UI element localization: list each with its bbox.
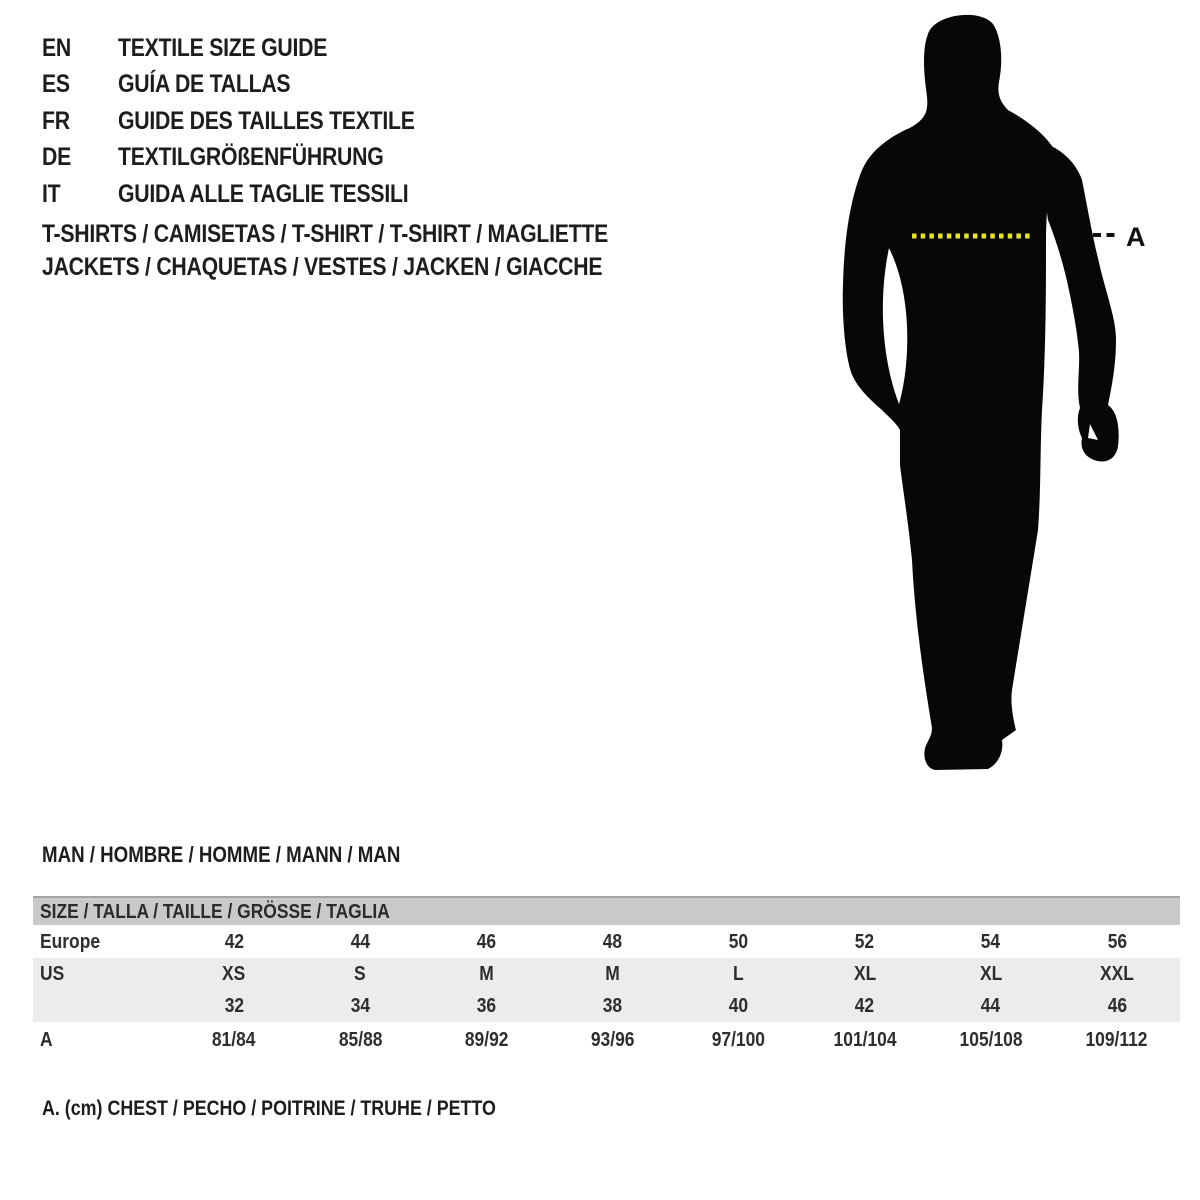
- product-line-jackets: JACKETS / CHAQUETAS / VESTES / JACKEN / GIACCHE: [42, 253, 603, 281]
- cell-value: 81/84: [212, 1027, 256, 1051]
- measurement-footnote-label: A. (cm) CHEST / PECHO / POITRINE / TRUHE / PETTO: [42, 1097, 496, 1120]
- table-row-europe: [33, 925, 1180, 958]
- cell-value: 105/108: [959, 1027, 1023, 1051]
- man-silhouette: [843, 15, 1119, 770]
- table-cell: [676, 930, 802, 954]
- cell-value: M: [479, 962, 494, 985]
- cell-value: 36: [476, 994, 497, 1017]
- cell-value: 56: [1107, 929, 1127, 953]
- table-row-chest-a: [33, 1022, 1180, 1057]
- table-cell: [171, 994, 297, 1018]
- cell-value: 42: [854, 994, 875, 1017]
- cell-value: 97/100: [711, 1027, 766, 1051]
- cell-value: 85/88: [338, 1027, 382, 1051]
- table-cell: [802, 962, 928, 986]
- row-label: [33, 930, 171, 954]
- size-table: [33, 896, 1180, 1057]
- product-types: [42, 218, 708, 284]
- language-row: [42, 103, 467, 140]
- table-cell: [171, 930, 297, 954]
- cell-value: S: [354, 962, 367, 985]
- cell-value: 44: [981, 994, 1001, 1017]
- table-cell: [802, 930, 928, 954]
- cell-value: 40: [728, 994, 749, 1017]
- table-cell: [549, 1028, 675, 1052]
- cell-value: 93/96: [590, 1027, 635, 1051]
- cell-value: 89/92: [464, 1027, 509, 1051]
- gender-heading-label: MAN / HOMBRE / HOMME / MANN / MAN: [42, 842, 401, 867]
- language-row: [42, 30, 467, 67]
- language-row: [42, 140, 467, 177]
- gender-heading: [42, 842, 464, 868]
- row-label: [33, 994, 171, 1018]
- cell-value: 46: [1107, 994, 1127, 1017]
- table-cell: [928, 1028, 1054, 1052]
- table-cell: [1054, 1028, 1180, 1052]
- table-cell: [676, 1028, 802, 1052]
- language-title: GUÍA DE TALLAS: [118, 70, 291, 99]
- size-table-header: [33, 896, 1180, 925]
- language-code: ES: [42, 70, 70, 99]
- table-cell: [549, 930, 675, 954]
- table-cell: [423, 994, 549, 1018]
- table-cell: [171, 962, 297, 986]
- table-row-alt-size: [33, 990, 1180, 1022]
- language-title: GUIDA ALLE TAGLIE TESSILI: [118, 179, 409, 208]
- cell-value: 54: [981, 929, 1001, 953]
- cell-value: M: [605, 962, 620, 985]
- cell-value: 38: [602, 994, 623, 1017]
- cell-value: 42: [224, 929, 244, 953]
- language-code: EN: [42, 33, 72, 62]
- table-cell: [297, 1028, 423, 1052]
- cell-value: 109/112: [1085, 1027, 1148, 1051]
- language-title: TEXTILE SIZE GUIDE: [118, 33, 328, 62]
- table-cell: [1054, 994, 1180, 1018]
- row-label-text: Europe: [40, 929, 101, 953]
- table-cell: [549, 962, 675, 986]
- language-legend: [42, 30, 467, 213]
- table-row-us: [33, 958, 1180, 990]
- table-cell: [423, 930, 549, 954]
- table-cell: [802, 1028, 928, 1052]
- measurement-footnote: [42, 1095, 576, 1123]
- cell-value: 50: [728, 929, 749, 953]
- language-row: [42, 176, 467, 213]
- size-table-header-label: SIZE / TALLA / TAILLE / GRÖSSE / TAGLIA: [40, 900, 390, 923]
- cell-value: 46: [476, 929, 497, 953]
- row-label-text: A: [40, 1027, 53, 1051]
- row-label-text: US: [40, 962, 65, 985]
- table-cell: [549, 994, 675, 1018]
- table-cell: [928, 962, 1054, 986]
- cell-value: 32: [224, 994, 244, 1017]
- table-cell: [171, 1028, 297, 1052]
- table-cell: [1054, 962, 1180, 986]
- table-cell: [423, 1028, 549, 1052]
- table-cell: [1054, 930, 1180, 954]
- table-cell: [802, 994, 928, 1018]
- table-cell: [297, 994, 423, 1018]
- cell-value: L: [733, 962, 744, 985]
- table-cell: [928, 994, 1054, 1018]
- cell-value: XXL: [1099, 962, 1134, 985]
- cell-value: 44: [350, 929, 370, 953]
- table-cell: [676, 994, 802, 1018]
- row-label: [33, 962, 171, 986]
- language-code: IT: [42, 179, 61, 208]
- size-diagram: [830, 0, 1200, 800]
- cell-value: XL: [979, 962, 1002, 985]
- language-title: GUIDE DES TAILLES TEXTILE: [118, 106, 415, 135]
- cell-value: 101/104: [833, 1027, 897, 1051]
- measure-label-a: A: [1126, 222, 1146, 252]
- language-title: TEXTILGRÖßENFÜHRUNG: [118, 143, 384, 172]
- cell-value: XS: [222, 962, 246, 985]
- language-code: FR: [42, 106, 70, 135]
- language-row: [42, 67, 467, 104]
- cell-value: XL: [853, 962, 876, 985]
- man-silhouette-svg: [830, 0, 1200, 800]
- table-cell: [423, 962, 549, 986]
- row-label: [33, 1028, 171, 1052]
- table-cell: [297, 930, 423, 954]
- cell-value: 48: [602, 929, 623, 953]
- table-cell: [676, 962, 802, 986]
- cell-value: 52: [854, 929, 875, 953]
- table-cell: [297, 962, 423, 986]
- table-cell: [928, 930, 1054, 954]
- cell-value: 34: [350, 994, 370, 1017]
- product-line-tshirts: T-SHIRTS / CAMISETAS / T-SHIRT / T-SHIRT / MAGLIETTE: [42, 220, 609, 248]
- language-code: DE: [42, 143, 72, 172]
